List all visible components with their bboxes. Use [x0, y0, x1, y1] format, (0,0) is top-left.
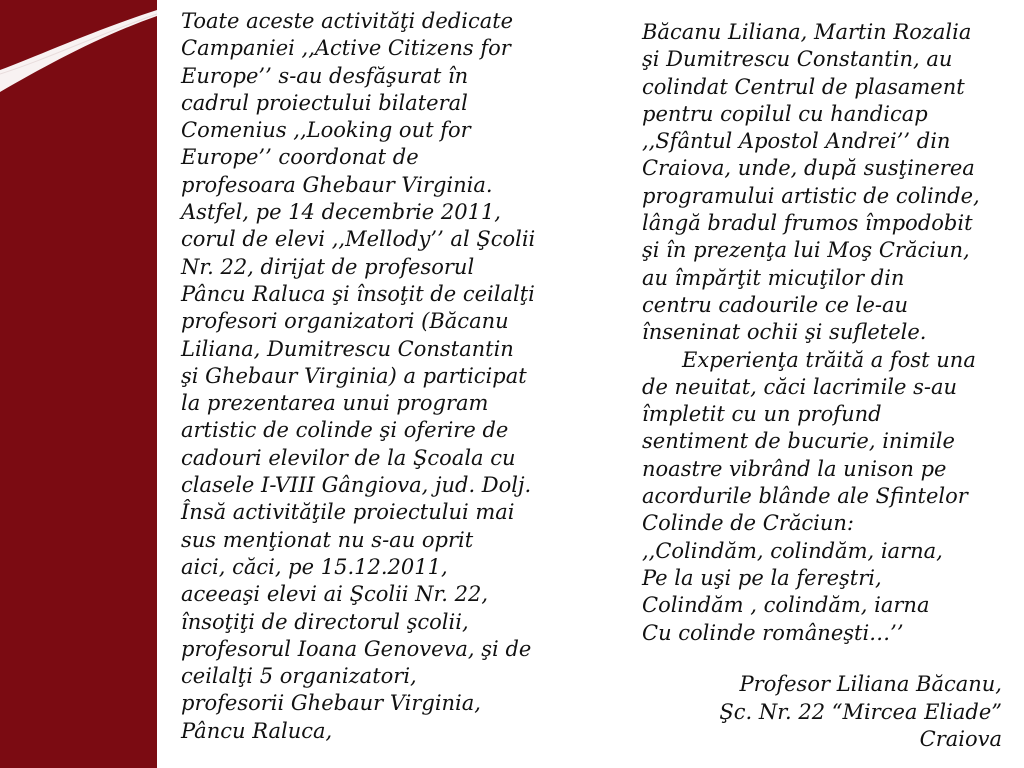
text-line: au împărţit micuţilor din [642, 265, 905, 290]
text-line: corul de elevi ,,Mellody’’ al Şcolii [181, 227, 536, 252]
text-line: sus menţionat nu s-au oprit [181, 527, 474, 552]
text-line: Băcanu Liliana, Martin Rozalia [642, 20, 972, 44]
signature-city: Craiova [919, 727, 1002, 751]
text-line: Europe’’ s-au desfăşurat în [181, 63, 469, 88]
text-line: la prezentarea unui program [181, 391, 489, 416]
decorative-swoosh [0, 0, 160, 100]
text-line: ,,Sfântul Apostol Andrei’’ din [642, 129, 951, 154]
text-line: Astfel, pe 14 decembrie 2011, [181, 200, 501, 225]
poem-line: Pe la uşi pe la fereştri, [642, 565, 882, 590]
text-line: lângă bradul frumos împodobit [642, 211, 973, 236]
text-line: profesorul Ioana Genoveva, şi de [181, 636, 532, 661]
text-line: profesorii Ghebaur Virginia, [181, 691, 481, 716]
text-line: Europe’’ coordonat de [181, 145, 419, 170]
text-line: Însă activităţile proiectului mai [181, 500, 515, 525]
text-line: profesori organizatori (Băcanu [181, 309, 509, 334]
text-line: şi Dumitrescu Constantin, au [642, 47, 953, 72]
text-line: cadouri elevilor de la Şcoala cu [181, 445, 516, 470]
text-line: programului artistic de colinde, [642, 183, 980, 208]
text-line: Campaniei ,,Active Citizens for [181, 36, 511, 61]
text-line: cadrul proiectului bilateral [181, 90, 468, 115]
signature-school: Şc. Nr. 22 “Mircea Eliade” [719, 699, 1002, 724]
text-line: înseninat ochii şi sufletele. [642, 320, 927, 345]
poem-line: Cu colinde româneşti…’’ [642, 620, 904, 645]
text-line: pentru copilul cu handicap [642, 101, 928, 126]
text-line: acordurile blânde ale Sfintelor [642, 484, 968, 509]
text-line: Comenius ,,Looking out for [181, 118, 471, 143]
signature-block [719, 671, 1002, 754]
text-line: aici, căci, pe 15.12.2011, [181, 554, 448, 579]
signature-author: Profesor Liliana Băcanu, [739, 672, 1002, 696]
text-line: Liliana, Dumitrescu Constantin [181, 336, 514, 361]
text-line: Experienţa trăită a fost una [642, 347, 976, 372]
text-line: colindat Centrul de plasament [642, 74, 965, 99]
text-line: clasele I-VIII Gângiova, jud. Dolj. [181, 473, 532, 498]
text-line: profesoara Ghebaur Virginia. [181, 172, 493, 197]
text-line: Pâncu Raluca şi însoţit de ceilalţi [181, 281, 535, 306]
text-line: aceeaşi elevi ai Şcolii Nr. 22, [181, 582, 489, 607]
text-line: artistic de colinde şi oferire de [181, 418, 509, 443]
text-line: sentiment de bucurie, inimile [642, 429, 955, 454]
right-text-column [642, 19, 1017, 647]
text-line: Craiova, unde, după susţinerea [642, 156, 975, 181]
text-line: şi în prezenţa lui Moş Crăciun, [642, 238, 970, 263]
left-text-column [181, 8, 581, 745]
text-line: Toate aceste activităţi dedicate [181, 9, 514, 33]
text-line: noastre vibrând la unison pe [642, 456, 947, 481]
text-line: însoţiţi de directorul şcolii, [181, 609, 469, 634]
text-line: şi Ghebaur Virginia) a participat [181, 363, 527, 388]
text-line: împletit cu un profund [642, 402, 882, 427]
poem-line: Colindăm , colindăm, iarna [642, 593, 930, 618]
text-line: Pâncu Raluca, [181, 718, 333, 743]
text-line: centru cadourile ce le-au [642, 292, 909, 317]
text-line: de neuitat, căci lacrimile s-au [642, 374, 958, 399]
poem-line: ,,Colindăm, colindăm, iarna, [642, 538, 943, 563]
text-line: Colinde de Crăciun: [642, 511, 854, 536]
text-line: ceilalţi 5 organizatori, [181, 664, 417, 689]
text-line: Nr. 22, dirijat de profesorul [181, 254, 475, 279]
decorative-sidebar [0, 0, 157, 768]
